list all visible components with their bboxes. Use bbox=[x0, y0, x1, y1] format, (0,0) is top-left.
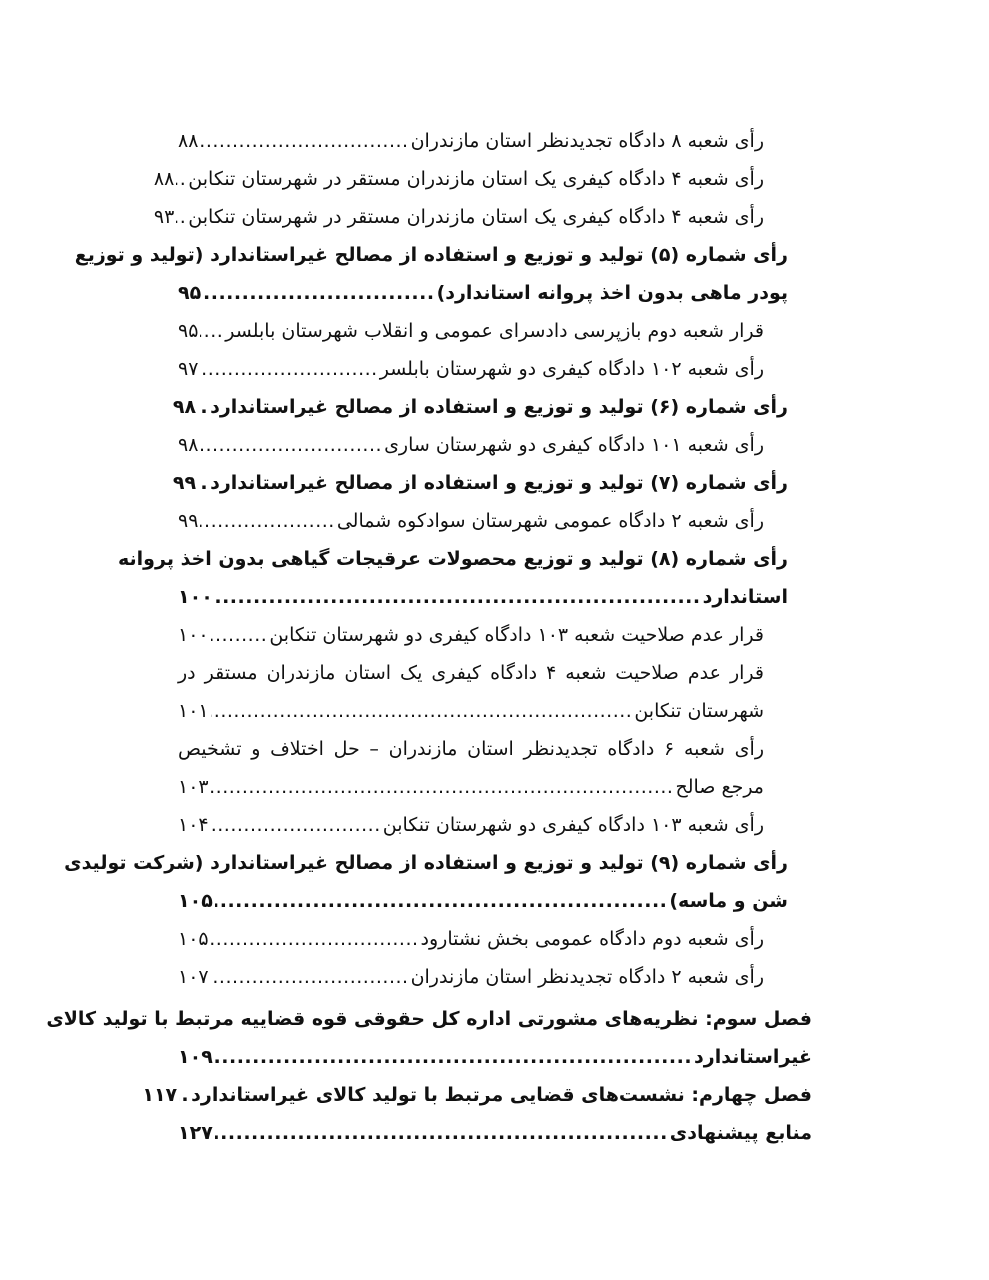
leader-dots bbox=[211, 692, 633, 730]
toc-entry[interactable] bbox=[178, 730, 812, 768]
toc-entry-page: ۱۰۵ bbox=[178, 928, 209, 950]
leader-dots bbox=[211, 806, 381, 844]
toc-entry-title: رأی شعبه ۶ دادگاه تجدیدنظر استان مازندران – حل اختلاف و تشخیص bbox=[178, 738, 764, 760]
toc-entry[interactable] bbox=[178, 502, 812, 540]
toc-entry-title: قرار شعبه دوم بازپرسی دادسرای عمومی و انقلاب شهرستان بابلسر bbox=[225, 320, 764, 342]
toc-chapter-page: ۱۱۷ bbox=[142, 1084, 178, 1106]
toc-heading-page: ۹۸ bbox=[172, 396, 197, 418]
toc-chapter[interactable] bbox=[46, 1000, 812, 1038]
toc-entry[interactable] bbox=[153, 198, 812, 236]
toc-heading-title: رأی شماره (۸) تولید و توزیع محصولات عرقیجات گیاهی بدون اخذ پروانه bbox=[118, 548, 788, 570]
leader-dots bbox=[215, 578, 701, 616]
toc-entry-page: ۸۸ bbox=[153, 168, 175, 190]
leader-dots bbox=[176, 198, 186, 236]
toc-heading-continued[interactable] bbox=[178, 274, 812, 312]
leader-dots bbox=[200, 350, 377, 388]
toc-entry[interactable] bbox=[178, 920, 812, 958]
toc-entry[interactable] bbox=[178, 122, 812, 160]
toc-entry[interactable] bbox=[178, 958, 812, 996]
toc-entry-continued[interactable] bbox=[178, 768, 812, 806]
toc-entry-title: رأی شعبه ۲ دادگاه تجدیدنظر استان مازندران bbox=[410, 966, 764, 988]
toc-entry-title: مرجع صالح bbox=[675, 776, 764, 798]
toc-entry[interactable] bbox=[178, 350, 812, 388]
toc-heading-title: استاندارد bbox=[702, 586, 788, 608]
toc-entry[interactable] bbox=[153, 160, 812, 198]
toc-heading[interactable] bbox=[172, 464, 812, 502]
leader-dots bbox=[211, 616, 268, 654]
toc-chapter-title: فصل سوم: نظریه‌های مشورتی اداره کل حقوقی قوه قضاییه مرتبط با تولید کالای bbox=[46, 1008, 812, 1030]
leader-dots bbox=[198, 464, 208, 502]
toc-entry-title: قرار عدم صلاحیت شعبه ۴ دادگاه کیفری یک استان مازندران مستقر در bbox=[178, 662, 764, 684]
toc-entry-page: ۱۰۷ bbox=[178, 966, 209, 988]
leader-dots bbox=[200, 122, 408, 160]
toc-heading-title: رأی شماره (۵) تولید و توزیع و استفاده از مصالح غیراستاندارد (تولید و توزیع bbox=[74, 244, 788, 266]
toc-heading-title: رأی شماره (۹) تولید و توزیع و استفاده از مصالح غیراستاندارد (شرکت تولیدی bbox=[64, 852, 788, 874]
toc-chapter[interactable] bbox=[142, 1076, 812, 1114]
toc-entry-title: قرار عدم صلاحیت شعبه ۱۰۳ دادگاه کیفری دو شهرستان تنکابن bbox=[269, 624, 764, 646]
toc-entry-page: ۹۹ bbox=[178, 510, 199, 532]
toc-entry-continued[interactable] bbox=[178, 692, 812, 730]
toc-heading-continued[interactable] bbox=[178, 578, 812, 616]
toc-heading-title: پودر ماهی بدون اخذ پروانه استاندارد) bbox=[436, 282, 788, 304]
leader-dots bbox=[215, 1114, 668, 1152]
leader-dots bbox=[211, 768, 674, 806]
toc-heading-title: رأی شماره (۶) تولید و توزیع و استفاده از مصالح غیراستاندارد bbox=[210, 396, 788, 418]
toc-entry-title: رأی شعبه ۱۰۱ دادگاه کیفری دو شهرستان ساری bbox=[384, 434, 764, 456]
toc-entry[interactable] bbox=[178, 654, 812, 692]
toc-entry[interactable] bbox=[178, 426, 812, 464]
toc-entry-title: رأی شعبه ۱۰۳ دادگاه کیفری دو شهرستان تنکابن bbox=[382, 814, 764, 836]
toc-chapter-title: فصل چهارم: نشست‌های قضایی مرتبط با تولید کالای غیراستاندارد bbox=[191, 1084, 812, 1106]
leader-dots bbox=[211, 958, 409, 996]
toc-entry-title: شهرستان تنکابن bbox=[634, 700, 764, 722]
toc-entry-page: ۱۰۴ bbox=[178, 814, 209, 836]
toc-entry-page: ۱۰۳ bbox=[178, 776, 209, 798]
toc-entry-title: رأی شعبه ۴ دادگاه کیفری یک استان مازندران مستقر در شهرستان تنکابن bbox=[188, 206, 764, 228]
toc-chapter-title: غیراستاندارد bbox=[694, 1046, 812, 1068]
table-of-contents bbox=[46, 122, 812, 1152]
toc-entry-page: ۹۳ bbox=[153, 206, 175, 228]
leader-dots bbox=[215, 1038, 692, 1076]
toc-heading-continued[interactable] bbox=[178, 882, 812, 920]
toc-chapter-title: منابع پیشنهادی bbox=[669, 1122, 812, 1144]
leader-dots bbox=[200, 502, 334, 540]
toc-entry[interactable] bbox=[178, 806, 812, 844]
toc-heading-title: رأی شماره (۷) تولید و توزیع و استفاده از مصالح غیراستاندارد bbox=[210, 472, 788, 494]
toc-entry-page: ۱۰۰ bbox=[178, 624, 209, 646]
leader-dots bbox=[198, 388, 208, 426]
toc-heading[interactable] bbox=[172, 388, 812, 426]
toc-heading-title: شن و ماسه) bbox=[669, 890, 788, 912]
toc-entry[interactable] bbox=[178, 616, 812, 654]
toc-chapter[interactable] bbox=[178, 1114, 812, 1152]
leader-dots bbox=[211, 920, 419, 958]
toc-entry-page: ۹۷ bbox=[178, 358, 199, 380]
leader-dots bbox=[176, 160, 186, 198]
leader-dots bbox=[203, 274, 434, 312]
toc-entry[interactable] bbox=[178, 312, 812, 350]
toc-entry-title: رأی شعبه ۴ دادگاه کیفری یک استان مازندران مستقر در شهرستان تنکابن bbox=[188, 168, 764, 190]
toc-heading[interactable] bbox=[118, 540, 812, 578]
toc-entry-page: ۹۸ bbox=[178, 434, 199, 456]
toc-heading-page: ۱۰۰ bbox=[178, 586, 213, 608]
toc-entry-page: ۹۵ bbox=[178, 320, 199, 342]
toc-heading-page: ۱۰۵ bbox=[178, 890, 213, 912]
toc-chapter-page: ۱۲۷ bbox=[178, 1122, 213, 1144]
toc-heading-page: ۹۵ bbox=[178, 282, 202, 304]
toc-chapter-page: ۱۰۹ bbox=[178, 1046, 213, 1068]
toc-entry-title: رأی شعبه ۱۰۲ دادگاه کیفری دو شهرستان بابلسر bbox=[379, 358, 764, 380]
leader-dots bbox=[200, 312, 223, 350]
toc-entry-page: ۸۸ bbox=[178, 130, 199, 152]
toc-heading-page: ۹۹ bbox=[172, 472, 197, 494]
toc-entry-title: رأی شعبه ۲ دادگاه عمومی شهرستان سوادکوه شمالی bbox=[336, 510, 764, 532]
toc-chapter-continued[interactable] bbox=[178, 1038, 812, 1076]
toc-entry-title: رأی شعبه دوم دادگاه عمومی بخش نشتارود bbox=[420, 928, 764, 950]
leader-dots bbox=[179, 1076, 189, 1114]
toc-heading[interactable] bbox=[64, 844, 812, 882]
toc-entry-page: ۱۰۱ bbox=[178, 700, 209, 722]
leader-dots bbox=[215, 882, 668, 920]
toc-heading[interactable] bbox=[74, 236, 812, 274]
toc-entry-title: رأی شعبه ۸ دادگاه تجدیدنظر استان مازندران bbox=[410, 130, 764, 152]
leader-dots bbox=[200, 426, 382, 464]
